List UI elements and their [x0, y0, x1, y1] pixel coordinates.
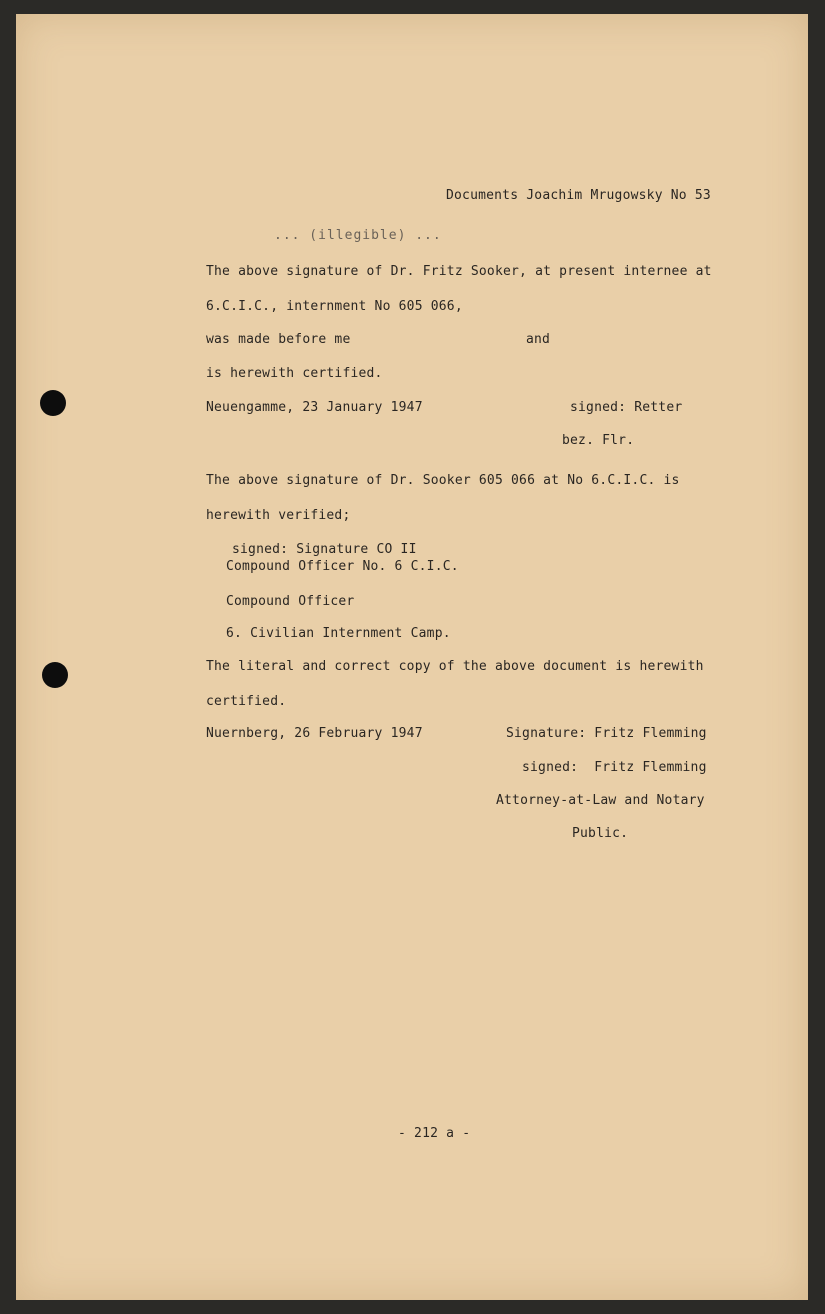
- punch-hole: [40, 390, 66, 416]
- place-date: Neuengamme, 23 January 1947: [206, 400, 423, 415]
- notary-title: Public.: [572, 826, 629, 841]
- paragraph-line: certified.: [206, 694, 287, 709]
- notary-title: Attorney-at-Law and Notary: [496, 793, 705, 808]
- paragraph-line: and: [526, 332, 551, 347]
- paragraph-line: herewith verified;: [206, 508, 351, 523]
- notary-signature: Signature: Fritz Flemming: [506, 726, 707, 741]
- signed-title: bez. Flr.: [562, 433, 635, 448]
- document-header: Documents Joachim Mrugowsky No 53: [446, 188, 711, 203]
- officer-role: Compound Officer: [226, 594, 355, 609]
- paragraph-line: 6.C.I.C., internment No 605 066,: [206, 299, 463, 314]
- place-date: Nuernberg, 26 February 1947: [206, 726, 423, 741]
- paragraph-line: The above signature of Dr. Fritz Sooker, at present internee at: [206, 264, 712, 279]
- paragraph-line: The above signature of Dr. Sooker 605 066 at No 6.C.I.C. is: [206, 473, 680, 488]
- paragraph-line: is herewith certified.: [206, 366, 383, 381]
- document-page: [16, 14, 808, 1300]
- page-number: - 212 a -: [398, 1126, 471, 1141]
- paragraph-line: The literal and correct copy of the above document is herewith: [206, 659, 704, 674]
- officer-camp: 6. Civilian Internment Camp.: [226, 626, 451, 641]
- notary-signed: signed: Fritz Flemming: [522, 760, 707, 775]
- punch-hole: [42, 662, 68, 688]
- officer-title: Compound Officer No. 6 C.I.C.: [226, 559, 459, 574]
- signed-line: signed: Retter: [570, 400, 683, 415]
- paragraph-line: was made before me: [206, 332, 351, 347]
- faded-line: ... (illegible) ...: [274, 228, 442, 243]
- officer-signed: signed: Signature CO II: [232, 542, 417, 557]
